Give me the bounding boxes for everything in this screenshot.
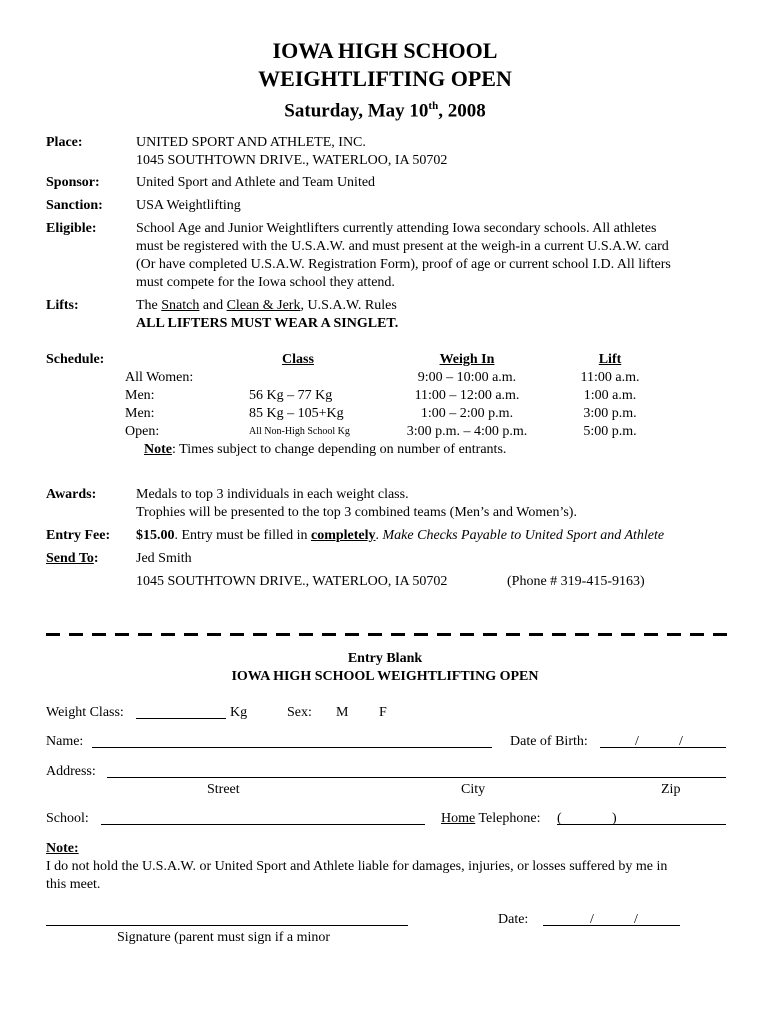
signature-field[interactable] bbox=[46, 925, 408, 926]
weight-class-field[interactable] bbox=[136, 718, 226, 719]
date-slash-2: / bbox=[634, 912, 638, 927]
sex-option-f[interactable]: F bbox=[379, 705, 387, 720]
schedule-lift: 5:00 p.m. bbox=[583, 424, 637, 439]
dob-field[interactable] bbox=[600, 747, 726, 748]
sex-label: Sex: bbox=[287, 705, 312, 720]
schedule-col-class: Class bbox=[282, 352, 314, 367]
entry-blank-subheading: IOWA HIGH SCHOOL WEIGHTLIFTING OPEN bbox=[231, 669, 539, 684]
entry-blank-heading: Entry Blank bbox=[347, 651, 423, 666]
event-date: Saturday, May 10th, 2008 bbox=[284, 100, 486, 122]
name-field[interactable] bbox=[92, 747, 492, 748]
schedule-note: Note: Times subject to change depending on number of entrants. bbox=[144, 442, 507, 457]
send-to-name: Jed Smith bbox=[136, 551, 192, 566]
schedule-col-weigh-in: Weigh In bbox=[439, 352, 495, 367]
zip-caption: Zip bbox=[661, 782, 681, 797]
lifts-label: Lifts: bbox=[46, 298, 79, 313]
schedule-lift: 1:00 a.m. bbox=[583, 388, 637, 403]
schedule-lift: 11:00 a.m. bbox=[580, 370, 640, 385]
telephone-field[interactable] bbox=[557, 824, 726, 825]
cut-line bbox=[46, 633, 730, 636]
schedule-weigh-in: 3:00 p.m. – 4:00 p.m. bbox=[406, 424, 528, 439]
singlet-notice: ALL LIFTERS MUST WEAR A SINGLET. bbox=[136, 316, 399, 331]
signature-caption: Signature (parent must sign if a minor bbox=[117, 930, 331, 945]
street-caption: Street bbox=[207, 782, 240, 797]
eligible-line-3: (Or have completed U.S.A.W. Registration Form), proof of age or current school I.D. All lifters bbox=[136, 257, 671, 272]
dob-slash-1: / bbox=[635, 734, 639, 749]
schedule-group: Men: bbox=[125, 388, 155, 403]
dob-label: Date of Birth: bbox=[510, 734, 588, 749]
school-label: School: bbox=[46, 811, 89, 826]
schedule-col-lift: Lift bbox=[598, 352, 622, 367]
name-label: Name: bbox=[46, 734, 84, 749]
waiver-line-2: this meet. bbox=[46, 877, 101, 892]
area-code-close: ) bbox=[612, 811, 617, 826]
send-to-address: 1045 SOUTHTOWN DRIVE., WATERLOO, IA 50702 bbox=[136, 574, 448, 589]
title-line-1: IOWA HIGH SCHOOL bbox=[272, 38, 498, 63]
kg-label: Kg bbox=[230, 705, 248, 720]
home-telephone-label: Home Telephone: bbox=[441, 811, 541, 826]
lifts-value: The Snatch and Clean & Jerk, U.S.A.W. Rules bbox=[136, 298, 397, 313]
date-field[interactable] bbox=[543, 925, 680, 926]
sex-option-m[interactable]: M bbox=[336, 705, 349, 720]
eligible-line-1: School Age and Junior Weightlifters currently attending Iowa secondary schools. All athletes bbox=[136, 221, 657, 236]
eligible-line-4: must compete for the Iowa school they attend. bbox=[136, 275, 395, 290]
schedule-label: Schedule: bbox=[46, 352, 105, 367]
schedule-weigh-in: 1:00 – 2:00 p.m. bbox=[420, 406, 514, 421]
awards-line-2: Trophies will be presented to the top 3 combined teams (Men’s and Women’s). bbox=[136, 505, 577, 520]
waiver-line-1: I do not hold the U.S.A.W. or United Sport and Athlete liable for damages, injuries, or losses suffered by me in bbox=[46, 859, 668, 874]
eligible-label: Eligible: bbox=[46, 221, 97, 236]
schedule-class: 56 Kg – 77 Kg bbox=[249, 388, 333, 403]
sponsor-label: Sponsor: bbox=[46, 175, 100, 190]
date-label: Date: bbox=[498, 912, 529, 927]
sponsor-value: United Sport and Athlete and Team United bbox=[136, 175, 376, 190]
schedule-class: All Non-High School Kg bbox=[249, 426, 350, 437]
area-code-open: ( bbox=[557, 811, 562, 826]
schedule-group: Open: bbox=[125, 424, 160, 439]
address-label: Address: bbox=[46, 764, 96, 779]
schedule-weigh-in: 9:00 – 10:00 a.m. bbox=[417, 370, 517, 385]
schedule-class: 85 Kg – 105+Kg bbox=[249, 406, 344, 421]
title-line-2: WEIGHTLIFTING OPEN bbox=[258, 66, 512, 91]
entry-fee-value: $15.00. Entry must be filled in completely. Make Checks Payable to United Sport and Athlete bbox=[136, 528, 665, 543]
schedule-group: All Women: bbox=[125, 370, 194, 385]
address-field[interactable] bbox=[107, 777, 726, 778]
entry-fee-label: Entry Fee: bbox=[46, 528, 111, 543]
city-caption: City bbox=[461, 782, 486, 797]
place-line-2: 1045 SOUTHTOWN DRIVE., WATERLOO, IA 50702 bbox=[136, 153, 448, 168]
dob-slash-2: / bbox=[679, 734, 683, 749]
schedule-group: Men: bbox=[125, 406, 155, 421]
awards-line-1: Medals to top 3 individuals in each weight class. bbox=[136, 487, 409, 502]
date-slash-1: / bbox=[590, 912, 594, 927]
school-field[interactable] bbox=[101, 824, 425, 825]
awards-label: Awards: bbox=[46, 487, 97, 502]
weight-class-label: Weight Class: bbox=[46, 705, 124, 720]
waiver-note-label: Note: bbox=[46, 841, 79, 856]
send-to-phone: (Phone # 319-415-9163) bbox=[507, 574, 645, 589]
schedule-lift: 3:00 p.m. bbox=[583, 406, 637, 421]
place-line-1: UNITED SPORT AND ATHLETE, INC. bbox=[136, 135, 366, 150]
place-label: Place: bbox=[46, 135, 83, 150]
eligible-line-2: must be registered with the U.S.A.W. and must present at the weigh-in a current U.S.A.W. card bbox=[136, 239, 669, 254]
send-to-label: Send To: bbox=[46, 551, 99, 566]
sanction-label: Sanction: bbox=[46, 198, 103, 213]
sanction-value: USA Weightlifting bbox=[136, 198, 241, 213]
schedule-weigh-in: 11:00 – 12:00 a.m. bbox=[414, 388, 520, 403]
